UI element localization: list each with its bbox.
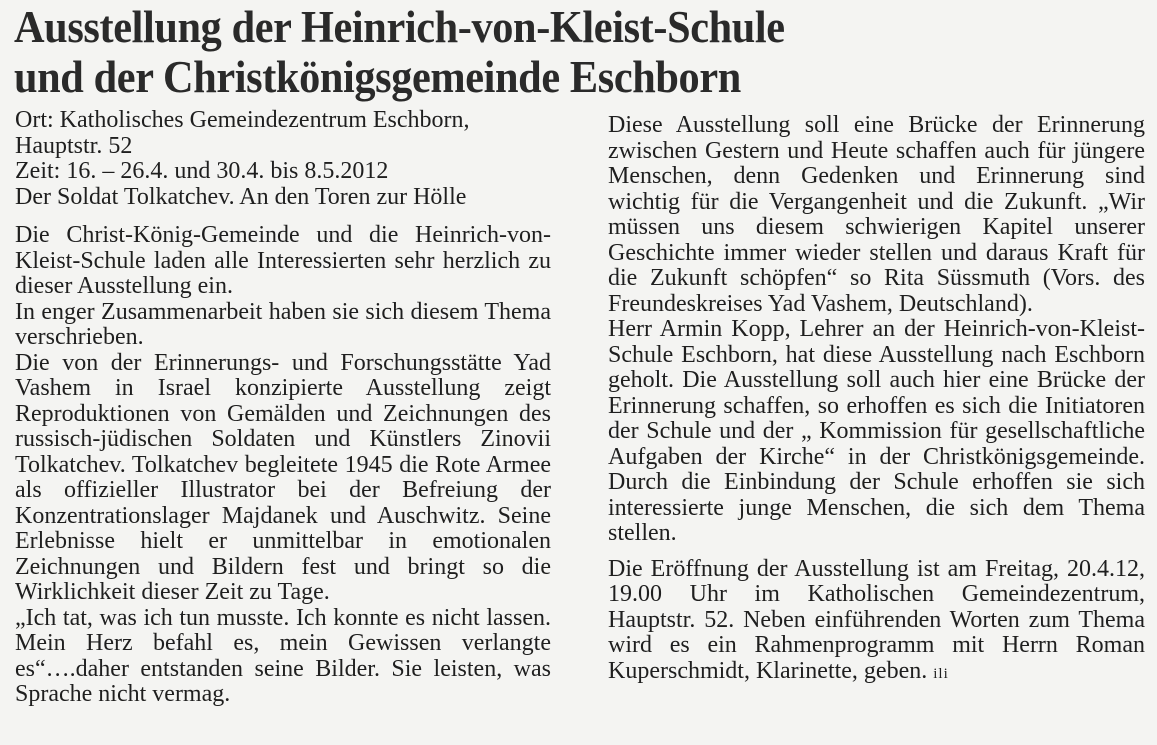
exhibition-subtitle: Der Soldat Tolkatchev. An den Toren zur Hölle — [15, 183, 467, 210]
paragraph-armin-kopp: Herr Armin Kopp, Lehrer an der Heinrich-von-Kleist-Schule Eschborn, hat diese Ausstellung nach Eschborn geholt. Die Ausstellung soll auch hier eine Brücke der Erinnerung schaffen, so erhoffen es sich die Initiatoren der Schule und der „ Kommission für gesellschaftliche Aufgaben der Kirche“ in der Christkönigsgemeinde. Durch die Einbindung der Schule erhoffen sie sich interessierte junge Menschen, die sich dem Thema stellen. — [608, 316, 1145, 546]
author-signature: ili — [933, 665, 949, 682]
paragraph-invitation: Die Christ-König-Gemeinde und die Heinrich-von-Kleist-Schule laden alle Interessierten sehr herzlich zu dieser Ausstellung ein. — [15, 222, 551, 299]
paragraph-opening — [608, 557, 1145, 688]
location-line-2: Hauptstr. 52 — [15, 132, 133, 159]
paragraph-quote: „Ich tat, was ich tun musste. Ich konnte es nicht lassen. Mein Herz befahl es, mein Gewissen verlangte es“….daher entstanden seine Bilder. Sie leisten, was Sprache nicht vermag. — [15, 604, 551, 707]
headline-line-1: Ausstellung der Heinrich-von-Kleist-Schule — [14, 2, 785, 52]
left-column — [15, 108, 551, 708]
article-headline — [14, 2, 785, 102]
paragraph-bridge-of-memory: Diese Ausstellung soll eine Brücke der Erinnerung zwischen Gestern und Heute schaffen auch für jüngere Menschen, denn Gedenken und Erinnerung sind wichtig für die Vergangenheit und die Zukunft. „Wir müssen uns diesem schwierigen Kapitel unserer Geschichte immer wieder stellen und daraus Kraft für die Zukunft schöpfen“ so Rita Süssmuth (Vors. des Freundeskreises Yad Vashem, Deutschland). — [608, 112, 1145, 317]
opening-text: Die Eröffnung der Ausstellung ist am Freitag, 20.4.12, 19.00 Uhr im Katholischen Gemeindezentrum, Hauptstr. 52. Neben einführenden Worten zum Thema wird es ein Rahmenprogramm mit Herrn Roman Kuperschmidt, Klarinette, geben. — [608, 555, 1145, 684]
headline-line-2: und der Christkönigsgemeinde Eschborn — [14, 52, 741, 102]
paragraph-collaboration: In enger Zusammenarbeit haben sie sich diesem Thema verschrieben. — [15, 298, 551, 350]
paragraph-exhibition-description: Die von der Erinnerungs- und Forschungsstätte Yad Vashem in Israel konzipierte Ausstellung zeigt Reproduktionen von Gemälden und Zeichnungen des russisch-jüdischen Soldaten und Künstlers Zinovii Tolkatchev. Tolkatchev begleitete 1945 die Rote Armee als offizieller Illustrator bei der Befreiung der Konzentrationslager Majdanek und Auschwitz. Seine Erlebnisse hielt er unmittelbar in emotionalen Zeichnungen und Bildern fest und bringt so die Wirklichkeit dieser Zeit zu Tage. — [15, 349, 551, 605]
event-info — [15, 108, 551, 210]
location-line-1: Ort: Katholisches Gemeindezentrum Eschborn, — [15, 107, 470, 133]
right-column — [608, 113, 1145, 687]
date-line: Zeit: 16. – 26.4. und 30.4. bis 8.5.2012 — [15, 158, 389, 184]
